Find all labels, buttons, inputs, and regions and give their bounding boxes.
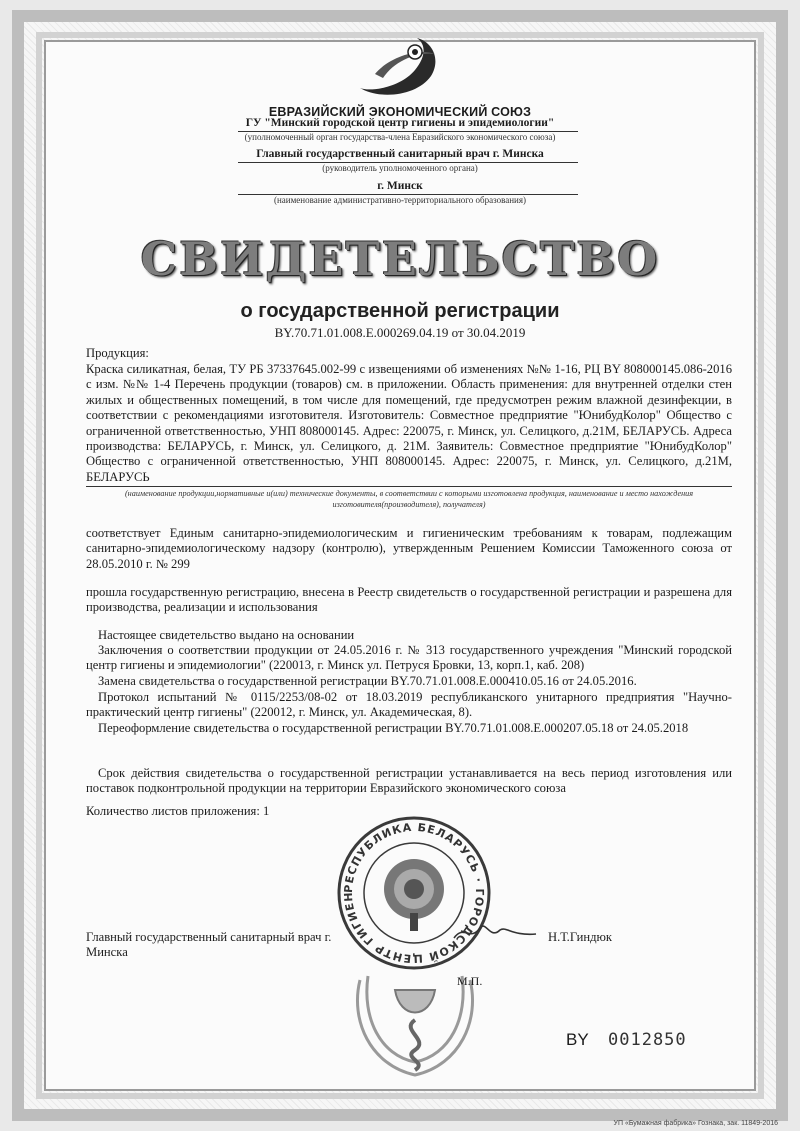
- conformity-statement: соответствует Единым санитарно-эпидемиологическим и гигиеническим требованиям к товарам, подлежащим санитарно-эпидемиологическому надзору (контролю), утвержденным Решением Комиссии Таможенного союза от 28.05.2010 г. № 299: [86, 526, 732, 571]
- signatory-position: Главный государственный санитарный врач г. Минска: [86, 930, 332, 959]
- seal-text: РЕСПУБЛИКА БЕЛАРУСЬ · ГОРОДСКОЙ ЦЕНТР ГИГИЕН: [341, 820, 487, 966]
- product-note: (наименование продукции,нормативные и(или) технические документы, в соответствии с которыми изготовлена продукция, наименование и место нахождения изготовителя(производителя), получателя): [124, 489, 694, 509]
- document-title: СВИДЕТЕЛЬСТВО: [140, 232, 660, 286]
- basis-item: Протокол испытаний № 0115/2253/08-02 от 18.03.2019 республиканского унитарного предприятия "Научно-практический центр гигиены" (220012, г. Минск, ул. Академическая, 8).: [86, 690, 732, 720]
- registration-statement: прошла государственную регистрацию, внесена в Реестр свидетельств о государственной регистрации и разрешена для производства, реализации и использования: [86, 585, 732, 615]
- basis-item: Замена свидетельства о государственной регистрации BY.70.71.01.008.E.000410.05.16 от 24.05.2016.: [98, 674, 637, 688]
- signatory-name: Н.Т.Гиндюк: [548, 930, 613, 944]
- basis-item: Переоформление свидетельства о государственной регистрации BY.70.71.01.008.E.000207.05.18 от 24.05.2018: [98, 721, 689, 735]
- union-name: ЕВРАЗИЙСКИЙ ЭКОНОМИЧЕСКИЙ СОЮЗ: [268, 105, 532, 119]
- registration-number: BY.70.71.01.008.E.000269.04.19 от 30.04.2019: [274, 325, 526, 340]
- head-note: (руководитель уполномоченного органа): [322, 163, 478, 173]
- eaeu-emblem-icon: [355, 30, 455, 100]
- hygiea-emblem-icon: [340, 950, 490, 1090]
- product-label: Продукция:: [86, 346, 149, 360]
- printer-footer: УП «Бумажная фабрика» Гознака, зак. 11849-2016: [613, 1120, 778, 1127]
- serial-prefix: BY: [566, 1030, 589, 1049]
- authority-name: ГУ "Минский городской центр гигиены и эпидемиологии": [245, 117, 555, 129]
- serial-number: 0012850: [608, 1030, 687, 1050]
- appendix-count: Количество листов приложения: 1: [86, 804, 270, 818]
- basis-item: Заключения о соответствии продукции от 24.05.2016 г. № 313 государственного учреждения "Минский городской центр гигиены и эпидемиологии" (220013, г. Минск ул. Петруся Бровки, 13, корп.1, каб. 208): [86, 643, 732, 673]
- product-description: Краска силикатная, белая, ТУ РБ 37337645.002-99 с извещениями об изменениях №№ 1-16, РЦ BY 808000145.086-2016 с изм. №№ 1-4 Перечень продукции (товаров) см. в приложении. Область применения: для внутренней отделки стен жилых и общественных помещений, в том числе для помещений, где предусмотрен режим влажной дезинфекции, в соответствии с рекомендациями изготовителя. Изготовитель: Совместное предприятие "ЮнибудКолор" Общество с ограниченной ответственностью, УНП 808000145. Адрес: 220075, г. Минск, ул. Селицкого, д.21М, БЕЛАРУСЬ. Адреса производства: БЕЛАРУСЬ, г. Минск, ул. Селицкого, д. 21М. Заявитель: Совместное предприятие "ЮнибудКолор" Общество с ограниченной ответственностью, УНП 808000145. Адрес: 220075, г. Минск, ул. Селицкого, д.21М, БЕЛАРУСЬ: [86, 362, 732, 484]
- signature-icon: [450, 918, 540, 944]
- document-subtitle: о государственной регистрации: [240, 300, 560, 322]
- authority-note: (уполномоченный орган государства-члена Евразийского экономического союза): [244, 132, 556, 142]
- stamp-place: М.П.: [457, 974, 483, 988]
- city-name: г. Минск: [377, 180, 423, 192]
- basis-intro: Настоящее свидетельство выдано на основании: [98, 628, 355, 642]
- divider: [86, 486, 732, 487]
- validity-statement: Срок действия свидетельства о государственной регистрации устанавливается на весь период изготовления или поставок подконтрольной продукции на территории Евразийского экономического союза: [86, 766, 732, 796]
- city-note: (наименование административно-территориального образования): [273, 195, 526, 205]
- head-official: Главный государственный санитарный врач г. Минска: [256, 148, 544, 160]
